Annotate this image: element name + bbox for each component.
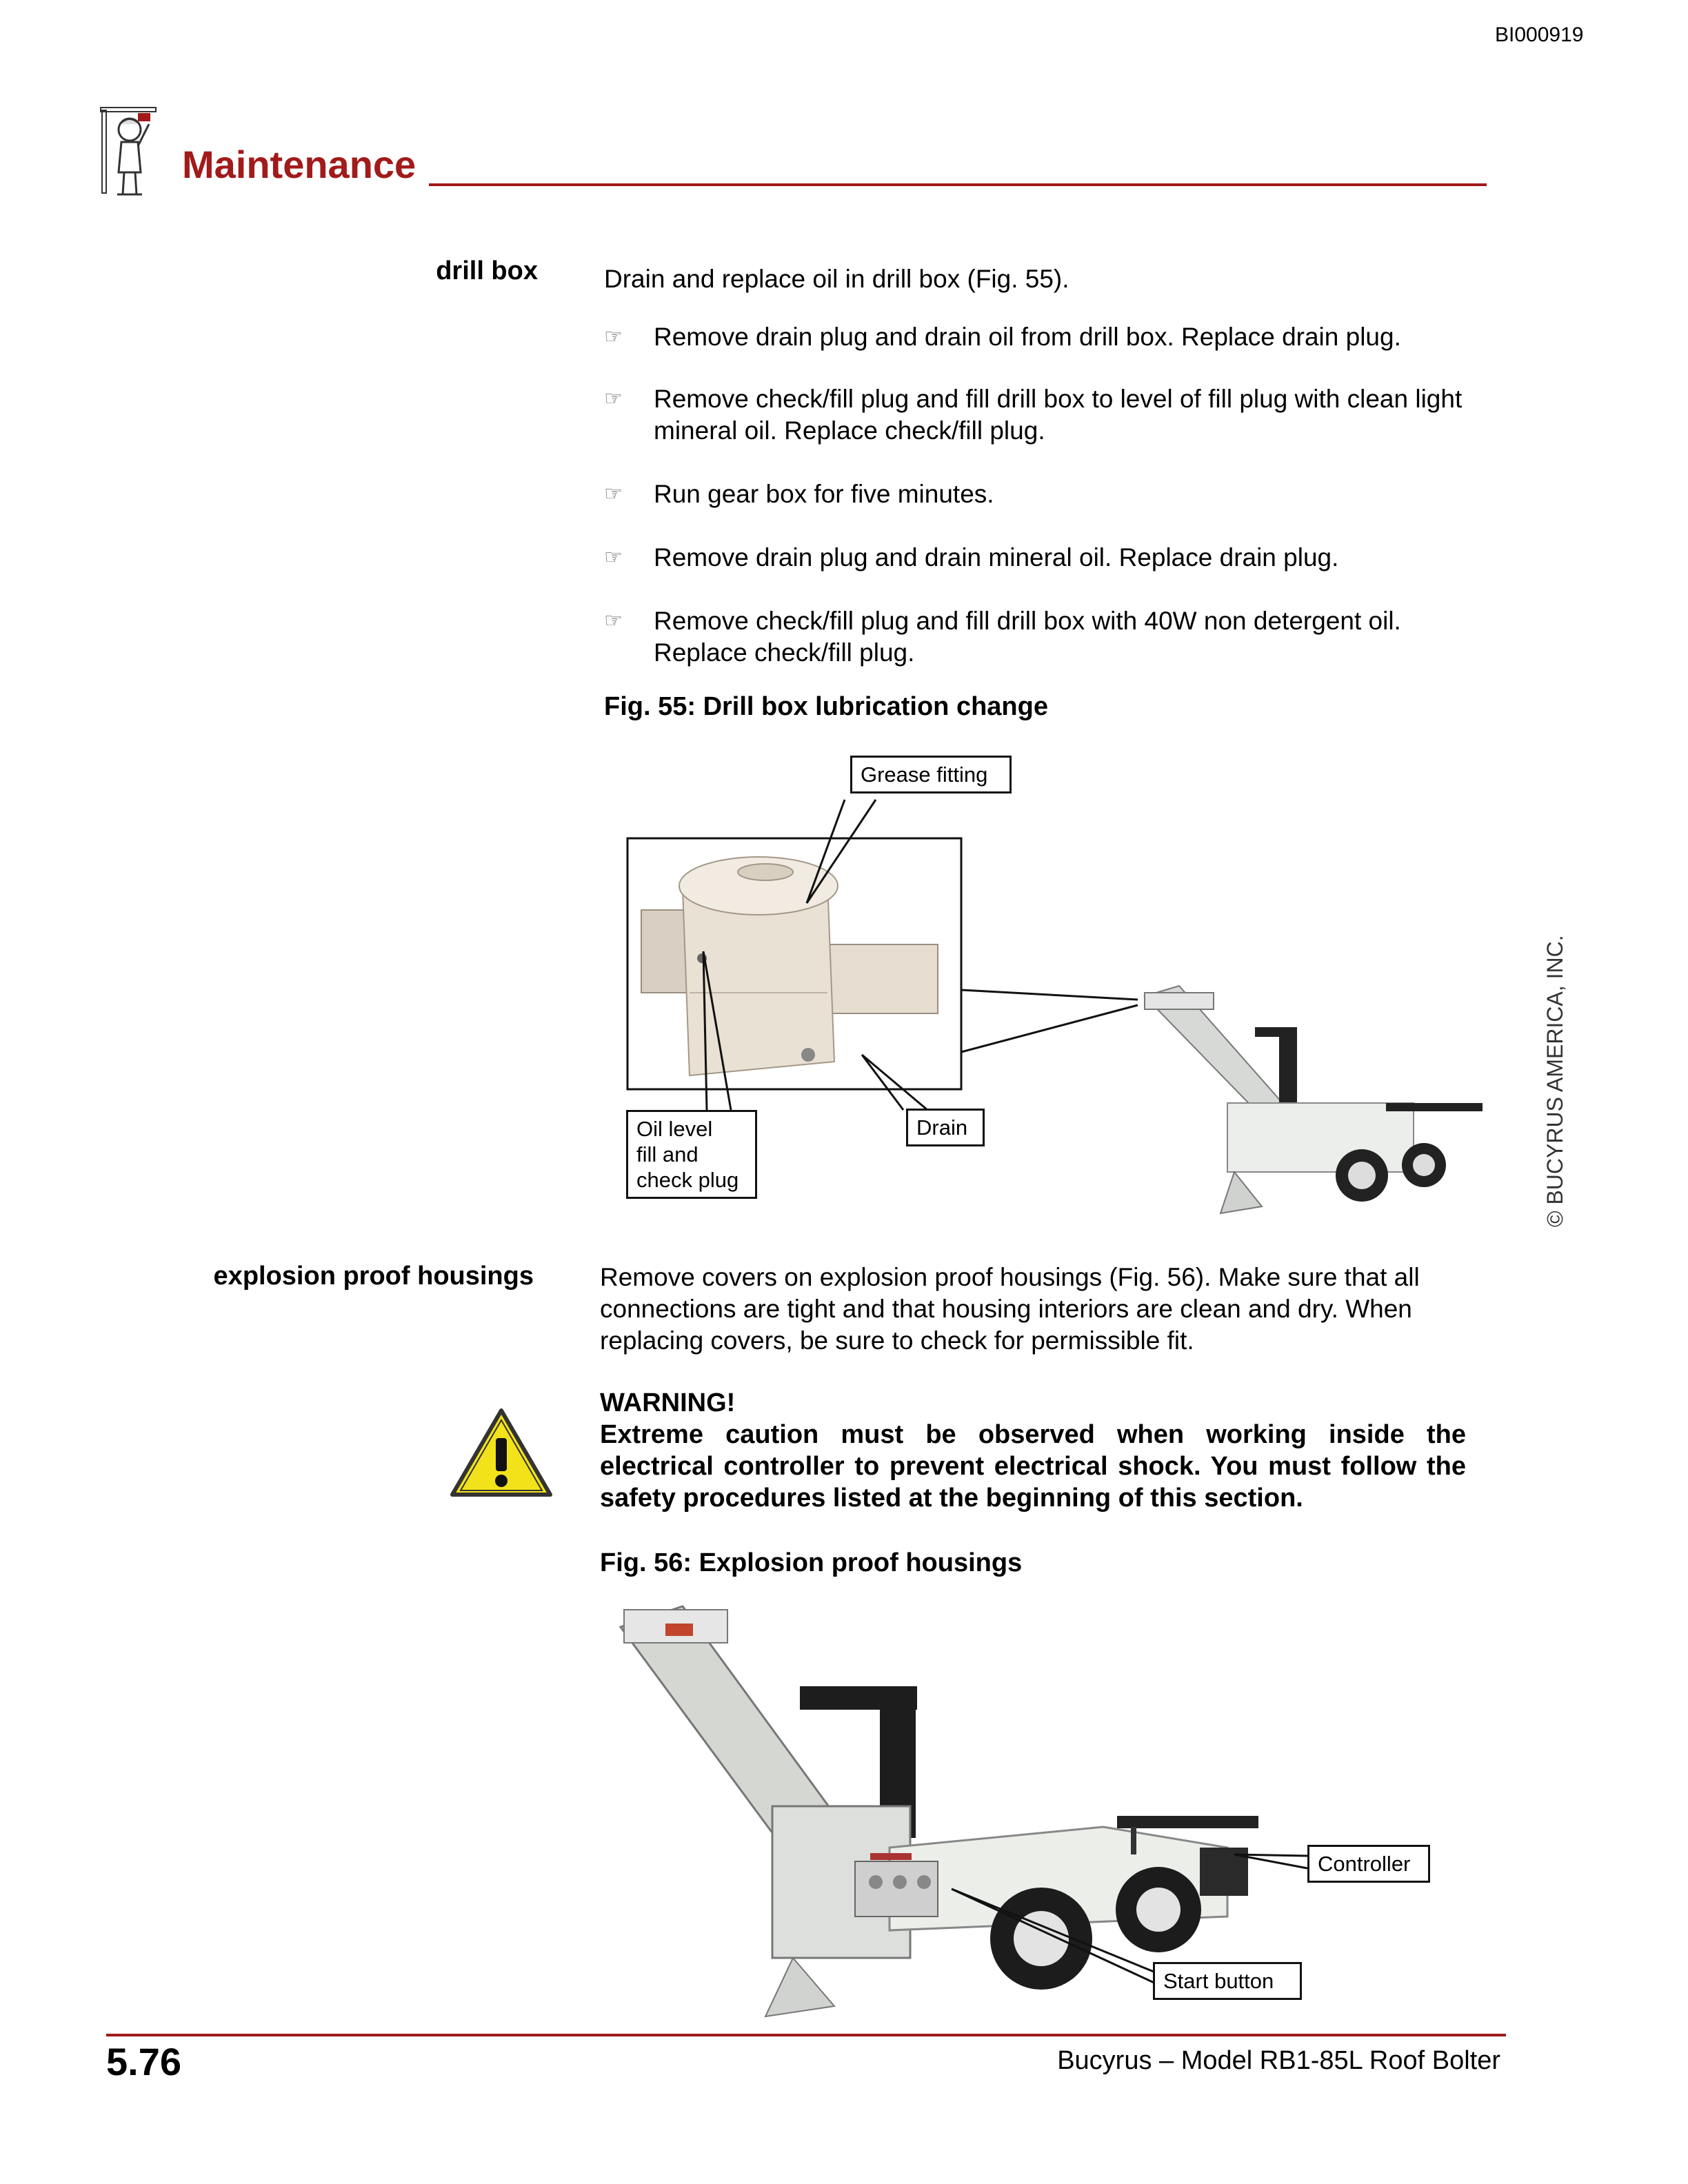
pointing-hand-icon: ☞ [604, 546, 623, 569]
pointing-hand-icon: ☞ [604, 483, 623, 505]
warning-text: Extreme caution must be observed when working inside the electrical controller to prevent electrical shock. You must follow the safety procedures listed at the beginning of this section. [600, 1420, 1466, 1513]
drain-callout: Drain [906, 1109, 985, 1146]
controller-callout: Controller [1307, 1845, 1430, 1883]
figure-56-caption: Fig. 56: Explosion proof housings [600, 1548, 1023, 1577]
copyright-notice: © BUCYRUS AMERICA, INC. [1543, 935, 1567, 1227]
roof-bolter-large-photo [621, 1606, 1258, 2016]
explosion-proof-label: explosion proof housings [213, 1262, 534, 1291]
step-text: Remove drain plug and drain oil from drill box. Replace drain plug. [654, 323, 1401, 351]
pointing-hand-icon: ☞ [604, 387, 623, 410]
oil-level-line-2: fill and [636, 1142, 699, 1166]
grease-fitting-callout: Grease fitting [850, 756, 1012, 793]
section-title: Maintenance [182, 143, 416, 186]
footer-rule [106, 2034, 1506, 2036]
document-id: BI000919 [1495, 23, 1584, 46]
step-text: Remove check/fill plug and fill drill box to level of fill plug with clean light mineral oil. Replace check/fill plug. [654, 385, 1463, 445]
pointing-hand-icon: ☞ [604, 609, 623, 632]
page-number: 5.76 [106, 2040, 181, 2083]
drill-box-intro: Drain and replace oil in drill box (Fig. 55). [604, 265, 1069, 293]
explosion-proof-text: Remove covers on explosion proof housings (Fig. 56). Make sure that all connections are tight and that housing interiors are clean and dry. When replacing covers, be sure to check for permissible fit. [600, 1263, 1420, 1355]
step-text: Remove check/fill plug and fill drill box with 40W non detergent oil. Replace check/fill plug. [654, 607, 1401, 667]
start-button-callout: Start button [1153, 1962, 1302, 2000]
oil-level-line-1: Oil level [636, 1117, 713, 1141]
pointing-hand-icon: ☞ [604, 325, 623, 348]
drill-box-label: drill box [436, 256, 538, 285]
warning-title: WARNING! [600, 1388, 736, 1417]
step-text: Run gear box for five minutes. [654, 480, 994, 508]
footer-text: Bucyrus – Model RB1-85L Roof Bolter [1057, 2046, 1500, 2075]
step-text: Remove drain plug and drain mineral oil. Replace drain plug. [654, 543, 1339, 572]
oil-level-line-3: check plug [636, 1168, 739, 1192]
figure-55-caption: Fig. 55: Drill box lubrication change [604, 692, 1048, 721]
